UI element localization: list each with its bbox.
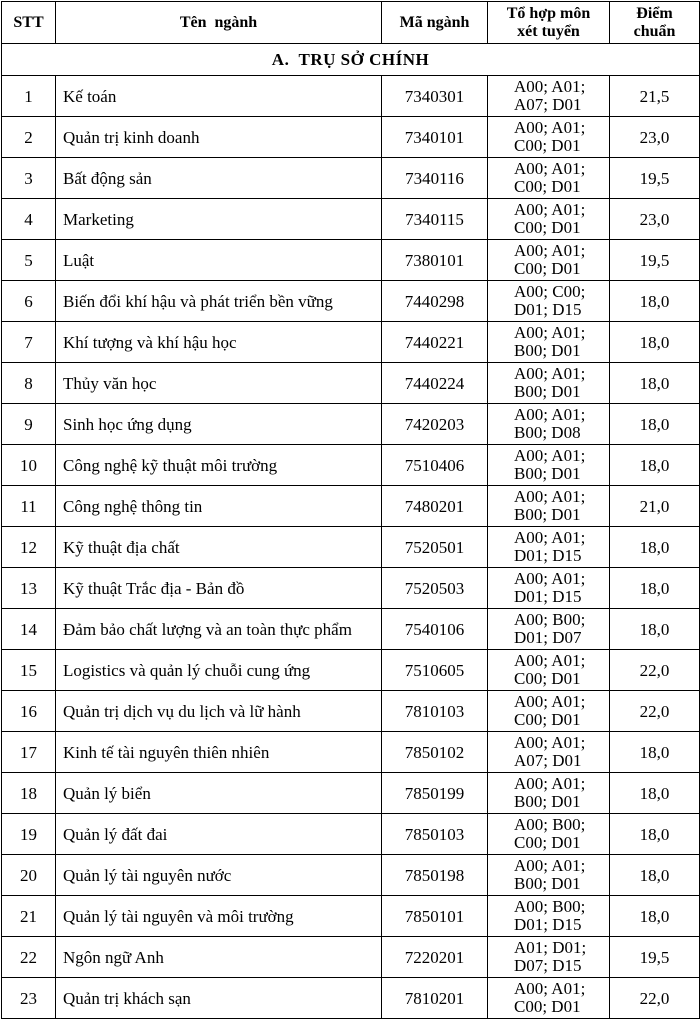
row-benchmark-score: 18,0: [610, 363, 700, 404]
row-major-name: Luật: [56, 240, 382, 281]
header-combo: [488, 2, 610, 44]
row-subject-combo: [488, 445, 610, 486]
row-major-name: Quản trị dịch vụ du lịch và lữ hành: [56, 691, 382, 732]
row-subject-combo-line2: D07; D15: [514, 956, 582, 975]
row-subject-combo-line1: A00; A01;: [514, 241, 586, 260]
row-benchmark-score: 18,0: [610, 773, 700, 814]
row-subject-combo-line2: D01; D15: [514, 587, 582, 606]
row-major-name: Kinh tế tài nguyên thiên nhiên: [56, 732, 382, 773]
row-benchmark-score: 18,0: [610, 609, 700, 650]
row-benchmark-score: 18,0: [610, 732, 700, 773]
row-subject-combo-line1: A00; A01;: [514, 118, 586, 137]
row-stt: 4: [2, 199, 56, 240]
row-subject-combo: [488, 896, 610, 937]
row-subject-combo: [488, 76, 610, 117]
row-subject-combo-line1: A00; A01;: [514, 569, 586, 588]
row-major-code: 7340115: [382, 199, 488, 240]
row-subject-combo: [488, 486, 610, 527]
row-major-name: Kỹ thuật Trắc địa - Bản đồ: [56, 568, 382, 609]
row-subject-combo: [488, 814, 610, 855]
row-benchmark-score: 19,5: [610, 937, 700, 978]
row-subject-combo-line2: C00; D01: [514, 669, 581, 688]
row-subject-combo: [488, 855, 610, 896]
row-benchmark-score: 18,0: [610, 281, 700, 322]
row-major-code: 7440298: [382, 281, 488, 322]
table-row: [2, 650, 700, 691]
row-subject-combo: [488, 568, 610, 609]
table-row: [2, 404, 700, 445]
table-row: [2, 240, 700, 281]
row-stt: 6: [2, 281, 56, 322]
header-combo-line2: xét tuyển: [517, 22, 580, 40]
row-subject-combo-line1: A00; A01;: [514, 77, 586, 96]
row-subject-combo-line1: A00; B00;: [514, 815, 586, 834]
row-benchmark-score: 23,0: [610, 117, 700, 158]
row-stt: 16: [2, 691, 56, 732]
table-row: [2, 486, 700, 527]
row-subject-combo: [488, 404, 610, 445]
row-subject-combo-line2: D01; D07: [514, 628, 582, 647]
row-benchmark-score: 18,0: [610, 814, 700, 855]
row-subject-combo: [488, 322, 610, 363]
row-subject-combo-line2: D01; D15: [514, 546, 582, 565]
row-stt: 11: [2, 486, 56, 527]
row-subject-combo: [488, 199, 610, 240]
row-major-name: Quản lý biển: [56, 773, 382, 814]
table-row: [2, 527, 700, 568]
row-benchmark-score: 18,0: [610, 855, 700, 896]
row-subject-combo-line2: C00; D01: [514, 177, 581, 196]
row-subject-combo: [488, 732, 610, 773]
row-major-name: Công nghệ kỹ thuật môi trường: [56, 445, 382, 486]
row-subject-combo-line2: A07; D01: [514, 751, 582, 770]
row-subject-combo-line2: C00; D01: [514, 833, 581, 852]
row-major-name: Marketing: [56, 199, 382, 240]
row-major-code: 7220201: [382, 937, 488, 978]
table-row: [2, 76, 700, 117]
row-subject-combo-line2: B00; D01: [514, 792, 581, 811]
row-subject-combo: [488, 527, 610, 568]
row-stt: 10: [2, 445, 56, 486]
row-benchmark-score: 22,0: [610, 978, 700, 1019]
row-stt: 19: [2, 814, 56, 855]
table-row: [2, 199, 700, 240]
row-subject-combo-line2: C00; D01: [514, 997, 581, 1016]
row-subject-combo-line1: A00; B00;: [514, 610, 586, 629]
row-major-code: 7440221: [382, 322, 488, 363]
table-row: [2, 609, 700, 650]
row-subject-combo-line1: A00; A01;: [514, 323, 586, 342]
row-stt: 12: [2, 527, 56, 568]
table-row: [2, 281, 700, 322]
row-subject-combo-line2: B00; D01: [514, 464, 581, 483]
row-major-code: 7340101: [382, 117, 488, 158]
table-row: [2, 568, 700, 609]
row-major-name: Thủy văn học: [56, 363, 382, 404]
row-stt: 2: [2, 117, 56, 158]
row-major-code: 7480201: [382, 486, 488, 527]
row-subject-combo: [488, 650, 610, 691]
admission-scores-table: [1, 1, 700, 1019]
row-benchmark-score: 19,5: [610, 158, 700, 199]
row-subject-combo: [488, 691, 610, 732]
row-major-name: Sinh học ứng dụng: [56, 404, 382, 445]
table-row: [2, 896, 700, 937]
row-major-name: Quản trị kinh doanh: [56, 117, 382, 158]
row-major-name: Logistics và quản lý chuỗi cung ứng: [56, 650, 382, 691]
row-benchmark-score: 21,0: [610, 486, 700, 527]
table-row: [2, 158, 700, 199]
row-subject-combo: [488, 937, 610, 978]
row-major-name: Công nghệ thông tin: [56, 486, 382, 527]
row-subject-combo: [488, 978, 610, 1019]
row-subject-combo-line2: B00; D01: [514, 505, 581, 524]
row-major-code: 7520501: [382, 527, 488, 568]
row-major-name: Quản lý tài nguyên nước: [56, 855, 382, 896]
row-benchmark-score: 22,0: [610, 691, 700, 732]
row-major-code: 7810103: [382, 691, 488, 732]
table-header: [2, 2, 700, 44]
header-score-line1: Điểm: [636, 4, 673, 22]
row-major-code: 7810201: [382, 978, 488, 1019]
section-row: [2, 44, 700, 76]
row-subject-combo: [488, 281, 610, 322]
row-major-code: 7510406: [382, 445, 488, 486]
row-benchmark-score: 21,5: [610, 76, 700, 117]
header-score: [610, 2, 700, 44]
row-subject-combo: [488, 240, 610, 281]
row-stt: 8: [2, 363, 56, 404]
row-subject-combo: [488, 609, 610, 650]
row-stt: 23: [2, 978, 56, 1019]
row-major-name: Kế toán: [56, 76, 382, 117]
row-stt: 13: [2, 568, 56, 609]
row-subject-combo-line1: A00; A01;: [514, 528, 586, 547]
table-row: [2, 117, 700, 158]
row-major-name: Quản lý đất đai: [56, 814, 382, 855]
row-stt: 14: [2, 609, 56, 650]
row-subject-combo-line2: B00; D01: [514, 341, 581, 360]
row-subject-combo-line1: A00; A01;: [514, 856, 586, 875]
row-stt: 22: [2, 937, 56, 978]
row-benchmark-score: 18,0: [610, 322, 700, 363]
row-subject-combo-line1: A00; A01;: [514, 159, 586, 178]
row-benchmark-score: 18,0: [610, 568, 700, 609]
row-major-name: Quản trị khách sạn: [56, 978, 382, 1019]
row-major-code: 7440224: [382, 363, 488, 404]
row-stt: 17: [2, 732, 56, 773]
row-subject-combo-line1: A00; A01;: [514, 446, 586, 465]
row-subject-combo-line1: A00; A01;: [514, 200, 586, 219]
row-subject-combo-line1: A00; B00;: [514, 897, 586, 916]
row-subject-combo-line1: A00; A01;: [514, 774, 586, 793]
table-row: [2, 691, 700, 732]
row-stt: 1: [2, 76, 56, 117]
row-subject-combo-line1: A00; A01;: [514, 487, 586, 506]
row-subject-combo-line2: B00; D01: [514, 874, 581, 893]
row-stt: 18: [2, 773, 56, 814]
row-subject-combo-line2: B00; D08: [514, 423, 581, 442]
table-row: [2, 937, 700, 978]
table-row: [2, 322, 700, 363]
row-subject-combo-line1: A00; A01;: [514, 651, 586, 670]
row-major-code: 7850102: [382, 732, 488, 773]
row-stt: 9: [2, 404, 56, 445]
row-subject-combo: [488, 117, 610, 158]
row-major-name: Khí tượng và khí hậu học: [56, 322, 382, 363]
row-major-code: 7850199: [382, 773, 488, 814]
row-subject-combo-line1: A00; A01;: [514, 979, 586, 998]
table-row: [2, 445, 700, 486]
row-stt: 5: [2, 240, 56, 281]
row-major-name: Kỹ thuật địa chất: [56, 527, 382, 568]
row-major-code: 7420203: [382, 404, 488, 445]
row-subject-combo-line1: A00; A01;: [514, 405, 586, 424]
table-row: [2, 978, 700, 1019]
row-subject-combo-line1: A00; C00;: [514, 282, 586, 301]
header-code: Mã ngành: [382, 2, 488, 44]
row-major-code: 7340116: [382, 158, 488, 199]
table-row: [2, 814, 700, 855]
row-major-code: 7540106: [382, 609, 488, 650]
row-subject-combo-line2: C00; D01: [514, 218, 581, 237]
row-stt: 7: [2, 322, 56, 363]
row-subject-combo-line2: B00; D01: [514, 382, 581, 401]
row-major-code: 7520503: [382, 568, 488, 609]
row-major-code: 7510605: [382, 650, 488, 691]
row-subject-combo-line1: A00; A01;: [514, 733, 586, 752]
row-major-name: Biến đổi khí hậu và phát triển bền vững: [56, 281, 382, 322]
row-subject-combo-line1: A00; A01;: [514, 364, 586, 383]
row-major-code: 7340301: [382, 76, 488, 117]
header-combo-line1: Tổ hợp môn: [506, 4, 591, 22]
row-subject-combo: [488, 158, 610, 199]
table-row: [2, 732, 700, 773]
header-name: Tên ngành: [56, 2, 382, 44]
row-subject-combo: [488, 773, 610, 814]
row-benchmark-score: 19,5: [610, 240, 700, 281]
header-stt: STT: [2, 2, 56, 44]
header-score-line2: chuẩn: [633, 22, 676, 40]
table-body: [2, 76, 700, 1019]
row-major-name: Bất động sản: [56, 158, 382, 199]
row-subject-combo-line2: D01; D15: [514, 300, 582, 319]
row-stt: 21: [2, 896, 56, 937]
row-major-code: 7380101: [382, 240, 488, 281]
row-benchmark-score: 23,0: [610, 199, 700, 240]
row-major-name: Đảm bảo chất lượng và an toàn thực phẩm: [56, 609, 382, 650]
row-benchmark-score: 18,0: [610, 404, 700, 445]
row-major-code: 7850101: [382, 896, 488, 937]
table-row: [2, 773, 700, 814]
row-subject-combo: [488, 363, 610, 404]
row-benchmark-score: 18,0: [610, 896, 700, 937]
row-stt: 15: [2, 650, 56, 691]
row-benchmark-score: 18,0: [610, 445, 700, 486]
row-subject-combo-line1: A01; D01;: [514, 938, 587, 957]
row-major-code: 7850198: [382, 855, 488, 896]
row-benchmark-score: 22,0: [610, 650, 700, 691]
section-title: A. TRỤ SỞ CHÍNH: [2, 44, 700, 76]
row-subject-combo-line2: A07; D01: [514, 95, 582, 114]
row-major-name: Ngôn ngữ Anh: [56, 937, 382, 978]
row-benchmark-score: 18,0: [610, 527, 700, 568]
table-row: [2, 855, 700, 896]
row-stt: 3: [2, 158, 56, 199]
row-subject-combo-line2: D01; D15: [514, 915, 582, 934]
table-row: [2, 363, 700, 404]
row-stt: 20: [2, 855, 56, 896]
row-major-name: Quản lý tài nguyên và môi trường: [56, 896, 382, 937]
row-subject-combo-line2: C00; D01: [514, 136, 581, 155]
row-major-code: 7850103: [382, 814, 488, 855]
row-subject-combo-line2: C00; D01: [514, 259, 581, 278]
row-subject-combo-line2: C00; D01: [514, 710, 581, 729]
row-subject-combo-line1: A00; A01;: [514, 692, 586, 711]
